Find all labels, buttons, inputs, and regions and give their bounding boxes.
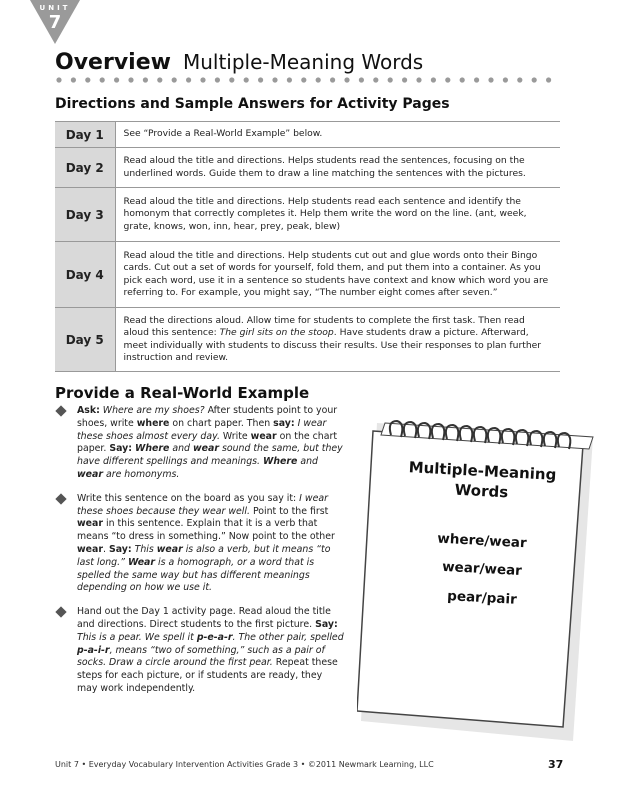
diamond-bullet-icon <box>55 405 66 416</box>
day-description: See “Provide a Real-World Example” below. <box>115 122 560 148</box>
bullet-item <box>55 493 345 595</box>
say-label: Say: <box>108 543 132 555</box>
bullet-text: This is a pear. We spell it <box>77 631 197 643</box>
bullet-text: and <box>169 443 193 455</box>
unit-number: 7 <box>48 12 62 33</box>
day-description: Read aloud the title and directions. Help students read each sentence and identify the homonym that correctly completes it. Help them write the word on the line. (ant, week, grate, knows, won, inn, hear, prey, peak, blew) <box>115 188 560 242</box>
bullet-text: is a homograph, or a word that is spelled the same way but has different meanings depending on how we use it. <box>77 556 315 594</box>
bullet-text: Wear <box>127 556 156 568</box>
bullet-text: Write <box>219 430 251 442</box>
day-label: Day 1 <box>55 122 115 148</box>
say-label: Say: <box>109 443 133 455</box>
bullet-text: wear <box>77 468 103 480</box>
day-label: Day 5 <box>55 308 115 372</box>
bullet-text: Hand out the Day 1 activity page. Read aloud the title and directions. Direct students to the first picture. <box>77 606 331 630</box>
bullet-text: I wear these shoes almost every day. <box>77 417 327 442</box>
bullet-text: p-a-i-r <box>77 644 110 656</box>
bullet-item <box>55 606 345 696</box>
bullet-text: wear <box>77 543 103 555</box>
notepad-title-line: Multiple-Meaning <box>408 458 557 484</box>
diamond-bullet-icon <box>55 606 66 617</box>
days-table <box>55 121 560 372</box>
day-label: Day 2 <box>55 148 115 188</box>
notepad-word: wear/wear <box>441 558 523 580</box>
title-main: Overview <box>55 50 171 75</box>
dotted-divider <box>55 76 560 84</box>
notepad-illustration <box>357 415 599 745</box>
bullet-text: , means “two of something,” such as a pair of socks. Draw a circle around the first pear. <box>77 644 325 669</box>
bullet-text: Where <box>135 443 170 455</box>
bullet-text: wear <box>156 543 183 555</box>
bullet-text: This <box>131 543 157 555</box>
bullet-text: wear <box>77 518 103 530</box>
bullet-text: p-e-a-r <box>196 631 233 643</box>
title-sub: Multiple-Meaning Words <box>182 50 424 74</box>
bullet-text: on chart paper. Then <box>169 417 274 429</box>
table-row <box>55 242 560 308</box>
day-description: Read aloud the title and directions. Help students cut out and glue words onto their Bingo cards. Cut out a set of words for yourself, fold them, and put them into a container. As you pick each word, use it in a sentence so students have context and know which word you are referring to. For example, you might say, “The number eight comes after seven.” <box>115 242 560 308</box>
bullet-text: After students point to your shoes, write <box>77 405 338 429</box>
bullet-text: Where <box>263 456 298 468</box>
directions-heading: Directions and Sample Answers for Activity Pages <box>55 96 450 112</box>
bullet-text: . <box>102 543 109 555</box>
day-description <box>115 308 560 372</box>
bullet-text: Write this sentence on the board as you say it: <box>77 492 300 504</box>
unit-label: UNIT <box>39 4 71 12</box>
bullet-text: wear <box>250 430 277 442</box>
example-heading: Provide a Real-World Example <box>55 384 310 402</box>
bullet-text: are homonyms. <box>102 468 180 480</box>
bullet-text: on the chart paper. <box>77 430 338 455</box>
day-label: Day 4 <box>55 242 115 308</box>
table-row <box>55 188 560 242</box>
day-text-italic: The girl sits on the stoop <box>219 327 334 338</box>
bullet-item <box>55 405 345 482</box>
bullet-text: wear <box>192 443 219 455</box>
bullet-text: in this sentence. Explain that it is a verb that means “to dress in something.” Now point to the other <box>77 518 335 543</box>
bullet-text: I wear these shoes because they wear well. <box>77 492 328 517</box>
bullet-text: is also a verb, but it means “to last long.” <box>77 543 331 568</box>
notepad-word: pear/pair <box>446 588 518 608</box>
table-row <box>55 122 560 148</box>
bullet-text: Repeat these steps for each picture, or if students are ready, they may work independently. <box>77 657 338 694</box>
say-label: say: <box>273 417 295 429</box>
page-title <box>55 50 423 75</box>
bullet-text: and <box>297 456 318 468</box>
say-label: Say: <box>315 618 338 630</box>
day-text: Read the directions aloud. Allow time for students to complete the first task. Then read aloud this sentence: <box>123 314 525 338</box>
day-text: . Have students draw a picture. Afterward, meet individually with students to discuss their results. Use their responses to plan further instruction and review. <box>123 327 542 363</box>
page-number: 37 <box>548 758 564 771</box>
day-description: Read aloud the title and directions. Helps students read the sentences, focusing on the underlined words. Guide them to draw a line matching the sentences with the pictures. <box>115 148 560 188</box>
example-bullets <box>55 405 345 707</box>
unit-badge <box>30 0 80 46</box>
diamond-bullet-icon <box>55 493 66 504</box>
ask-label: Ask: <box>77 405 100 416</box>
bullet-text: where <box>136 417 170 429</box>
notepad-word: where/wear <box>436 530 528 552</box>
bullet-text: . The other pair, spelled <box>232 631 344 643</box>
bullet-text: Point to the first <box>249 505 329 517</box>
notepad-title-line: Words <box>454 480 509 502</box>
table-row <box>55 308 560 372</box>
bullet-text: Where are my shoes? <box>99 405 205 416</box>
footer-text: Unit 7 • Everyday Vocabulary Intervention Activities Grade 3 • ©2011 Newmark Learning, LLC <box>55 760 434 769</box>
bullet-text: sound the same, but they have different spellings and meanings. <box>77 443 343 468</box>
table-row <box>55 148 560 188</box>
day-label: Day 3 <box>55 188 115 242</box>
